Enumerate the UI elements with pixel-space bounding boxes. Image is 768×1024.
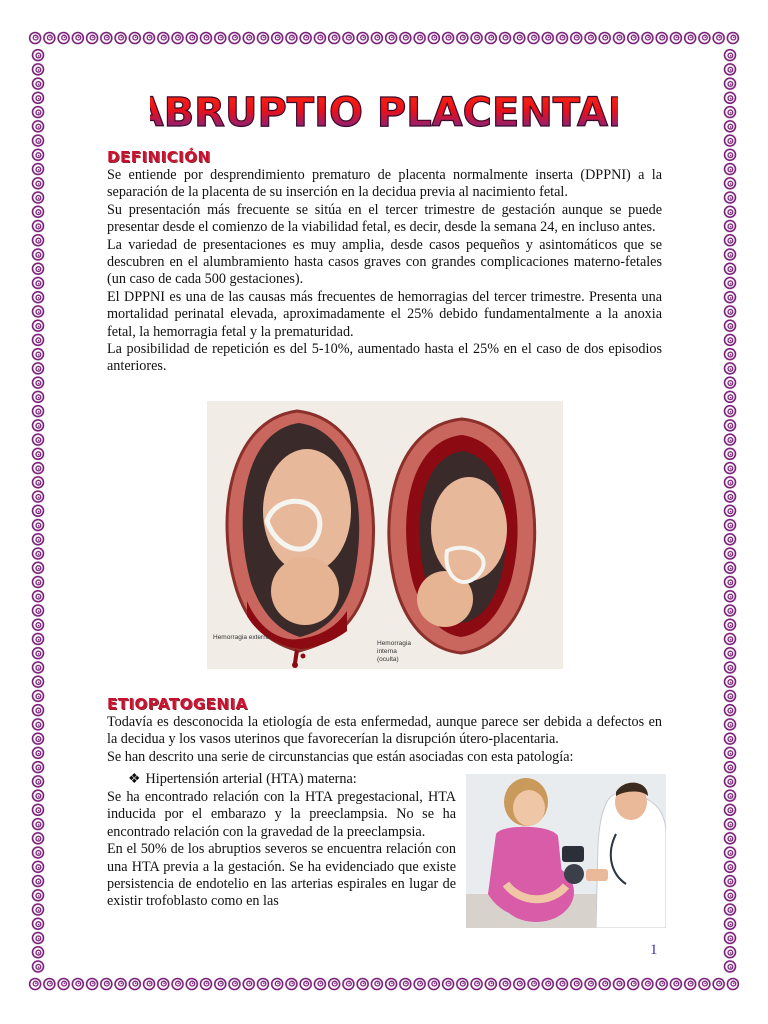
decorative-border-bottom (28, 974, 740, 994)
section-heading-etiopatogenia: ETIOPATOGENIA (107, 695, 248, 713)
paragraph: Todavía es desconocida la etiología de esta enfermedad, aunque parece ser debida a defectos en la decidua y los vasos uterinos que favorecerían la disrupción útero-placentaria. (107, 714, 662, 748)
section-heading-definicion: DEFINICIÓN (107, 148, 211, 166)
paragraph: El DPPNI es una de las causas más frecuentes de hemorragias del tercer trimestre. Presenta una mortalidad perinatal elevada, aproximadamente el 25% debido fundamentalmente a la anoxia fetal, la hemorragia fetal y la prematuridad. (107, 288, 662, 340)
title-text: ABRUPTIO PLACENTAE (150, 90, 618, 136)
label-external-hemorrhage: Hemorragia externa (213, 634, 271, 641)
diamond-bullet-icon: ❖ (128, 771, 141, 787)
etiopatogenia-body (107, 714, 662, 766)
paragraph: Se han descrito una serie de circunstancias que están asociadas con esta patología: (107, 748, 574, 765)
bullet-label: Hipertensión arterial (HTA) materna: (145, 771, 357, 787)
paragraph: Su presentación más frecuente se sitúa en el tercer trimestre de gestación aunque se puede presentar desde el comienzo de la viabilidad fetal, es decir, desde la semana 24, en incluso antes. (107, 201, 662, 236)
decorative-border-top (28, 28, 740, 48)
document-title (150, 84, 618, 136)
definicion-body (107, 167, 662, 376)
hta-body (107, 789, 456, 911)
uterus-right-illustration (389, 419, 535, 653)
decorative-border-left (28, 48, 48, 974)
label-internal-hemorrhage-1: Hemorragia (377, 640, 411, 647)
paragraph: La variedad de presentaciones es muy amplia, desde casos pequeños y asintomáticos que se descubren en el alumbramiento hasta casos graves con grandes complicaciones materno-fetales (un caso de cada 500 gestaciones). (107, 236, 662, 288)
label-internal-hemorrhage-2: interna (377, 648, 397, 655)
blood-pressure-photo (466, 774, 666, 928)
paragraph: Se entiende por desprendimiento prematuro de placenta normalmente inserta (DPPNI) a la separación de la placenta de su inserción en la decidua previa al nacimiento fetal. (107, 167, 662, 201)
paragraph: La posibilidad de repetición es del 5-10%, aumentado hasta el 25% en el caso de dos episodios anteriores. (107, 341, 662, 375)
paragraph: En el 50% de los abruptios severos se encuentra relación con una HTA previa a la gestación. Se ha evidenciado que existe persistencia de endotelio en las arterias espirales en lugar de existir trofoblasto como en las (107, 841, 456, 910)
page-number: 1 (650, 942, 658, 958)
bullet-item-hta (128, 771, 357, 788)
paragraph: Se ha encontrado relación con la HTA pregestacional, HTA inducida por el embarazo y la preeclampsia. No se ha encontrado relación con la gravedad de la preeclampsia. (107, 789, 456, 840)
decorative-border-right (720, 48, 740, 974)
abruptio-illustration (207, 401, 563, 669)
label-internal-hemorrhage-3: (oculta) (377, 656, 399, 663)
